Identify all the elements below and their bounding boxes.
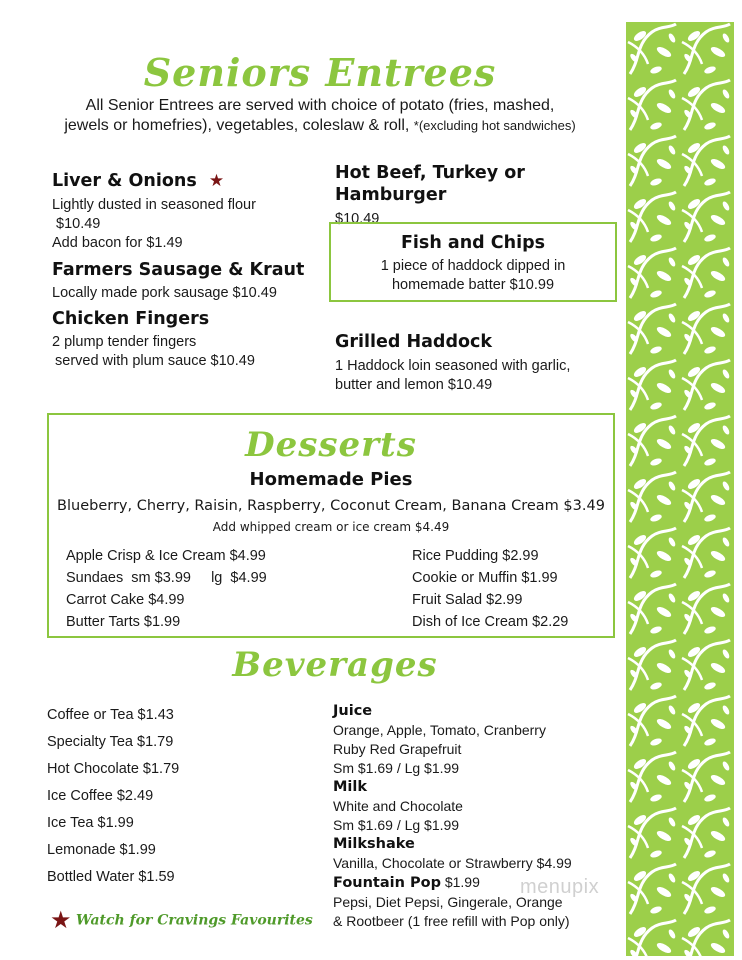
milkshake-name: Milkshake [333, 836, 415, 852]
entree-fingers-name: Chicken Fingers [52, 309, 210, 329]
fish-and-chips-box [329, 222, 617, 302]
list-item: Rice Pudding $2.99 [412, 548, 539, 564]
list-item: Coffee or Tea $1.43 [47, 707, 174, 723]
desserts-box [47, 413, 615, 638]
entree-haddock-name: Grilled Haddock [335, 332, 493, 352]
desserts-right-list [412, 545, 612, 633]
pies-title: Homemade Pies [249, 469, 413, 490]
cravings-footer [50, 906, 330, 935]
entree-liver-heading [52, 170, 322, 192]
juice-line1: Orange, Apple, Tomato, Cranberry [333, 722, 546, 738]
entree-haddock-desc2: butter and lemon $10.49 [335, 377, 493, 393]
entree-liver [52, 170, 322, 253]
star-icon: ★ [208, 171, 225, 191]
entree-fish-name: Fish and Chips [400, 233, 546, 253]
list-item: Ice Tea $1.99 [47, 815, 134, 831]
beverages-title: Beverages [232, 645, 438, 685]
milk-line1: White and Chocolate [333, 798, 463, 814]
beverages-left-list [47, 702, 307, 891]
list-item: Carrot Cake $4.99 [66, 592, 185, 608]
list-item: Apple Crisp & Ice Cream $4.99 [66, 548, 266, 564]
entree-haddock [335, 331, 625, 395]
juice-price: Sm $1.69 / Lg $1.99 [333, 760, 460, 776]
milk-price: Sm $1.69 / Lg $1.99 [333, 817, 460, 833]
entree-hotbeef [335, 162, 625, 229]
watermark: menupix [520, 876, 600, 898]
entree-fingers-desc2: served with plum sauce $10.49 [55, 353, 255, 369]
entree-liver-name: Liver & Onions [52, 171, 197, 191]
seniors-intro-line1: All Senior Entrees are served with choice of potato (fries, mashed, [85, 97, 555, 114]
cravings-text: Watch for Cravings Favourites [75, 912, 313, 929]
seniors-intro-line2 [0, 116, 640, 136]
list-item: Bottled Water $1.59 [47, 869, 175, 885]
entree-hotbeef-price: $10.49 [335, 211, 380, 227]
desserts-left-list [66, 545, 316, 633]
pop-line1: Pepsi, Diet Pepsi, Gingerale, Orange [333, 894, 563, 910]
vine-border-decoration [626, 22, 734, 956]
entree-sausage-desc: Locally made pork sausage $10.49 [52, 285, 277, 301]
seniors-intro-note: *(excluding hot sandwiches) [413, 118, 576, 133]
entree-liver-desc: Lightly dusted in seasoned flour [52, 197, 256, 213]
entree-sausage-name: Farmers Sausage & Kraut [52, 260, 305, 280]
entree-fingers [52, 308, 332, 371]
list-item: Fruit Salad $2.99 [412, 592, 523, 608]
seniors-intro-line2-text: jewels or homefries), vegetables, coleslaw & roll, [64, 117, 410, 134]
list-item: Ice Coffee $2.49 [47, 788, 154, 804]
list-item: Dish of Ice Cream $2.29 [412, 614, 569, 630]
pop-line2: & Rootbeer (1 free refill with Pop only) [333, 913, 570, 929]
entree-hotbeef-name: Hot Beef, Turkey or Hamburger [335, 163, 525, 205]
seniors-title: Seniors Entrees [143, 50, 497, 95]
star-icon: ★ [50, 907, 72, 934]
list-item: Cookie or Muffin $1.99 [412, 570, 558, 586]
pop-name: Fountain Pop [333, 875, 441, 891]
pies-addon: Add whipped cream or ice cream $4.49 [212, 520, 450, 534]
entree-fish-desc1: 1 piece of haddock dipped in [380, 258, 566, 274]
entree-haddock-desc1: 1 Haddock loin seasoned with garlic, [335, 358, 571, 374]
seniors-intro [0, 96, 640, 136]
pop-price: $1.99 [444, 874, 480, 890]
list-item: Lemonade $1.99 [47, 842, 156, 858]
entree-liver-price: $10.49 [56, 216, 101, 232]
juice-line2: Ruby Red Grapefruit [333, 741, 462, 757]
list-item: Sundaes sm $3.99 lg $4.99 [66, 570, 267, 586]
entree-fingers-desc1: 2 plump tender fingers [52, 334, 197, 350]
list-item: Specialty Tea $1.79 [47, 734, 174, 750]
milk-name: Milk [333, 779, 368, 795]
entree-fish-desc2: homemade batter $10.99 [391, 277, 555, 293]
juice-name: Juice [333, 703, 373, 719]
list-item: Butter Tarts $1.99 [66, 614, 181, 630]
desserts-title: Desserts [245, 425, 417, 465]
list-item: Hot Chocolate $1.79 [47, 761, 180, 777]
pies-line: Blueberry, Cherry, Raisin, Raspberry, Coconut Cream, Banana Cream $3.49 [57, 498, 605, 514]
entree-sausage [52, 259, 332, 303]
milkshake-line1: Vanilla, Chocolate or Strawberry $4.99 [333, 855, 572, 871]
entree-liver-addon: Add bacon for $1.49 [52, 235, 183, 251]
